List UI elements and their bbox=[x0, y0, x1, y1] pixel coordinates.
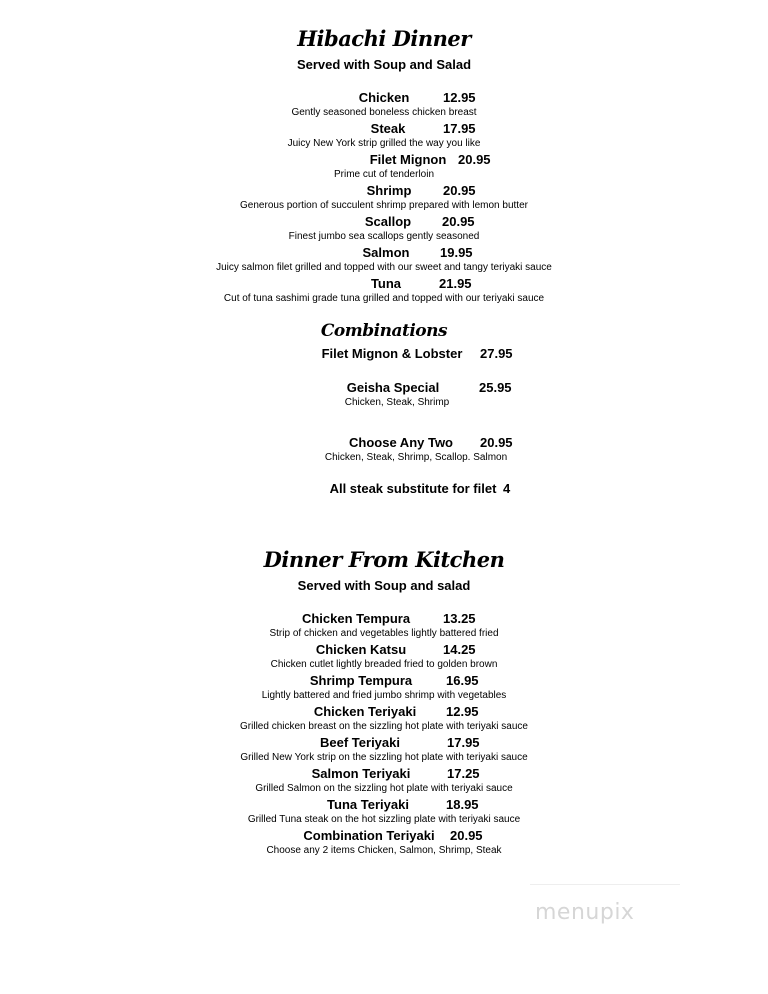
item-description: Prime cut of tenderloin bbox=[333, 169, 435, 180]
item-price: 13.25 bbox=[443, 611, 476, 626]
item-description: Juicy salmon filet grilled and topped with our sweet and tangy teriyaki sauce bbox=[216, 262, 552, 273]
item-price: 17.95 bbox=[443, 121, 476, 136]
menu-item bbox=[0, 828, 768, 844]
item-name: Salmon bbox=[362, 245, 410, 260]
item-price: 20.95 bbox=[458, 152, 491, 167]
item-description: Grilled New York strip on the sizzling hot plate with teriyaki sauce bbox=[240, 752, 528, 763]
menu-item bbox=[0, 481, 768, 497]
item-description: Generous portion of succulent shrimp prepared with lemon butter bbox=[240, 200, 528, 211]
item-name: Chicken Teriyaki bbox=[313, 704, 417, 719]
item-description: Grilled Salmon on the sizzling hot plate with teriyaki sauce bbox=[255, 783, 513, 794]
item-name: Chicken Katsu bbox=[315, 642, 407, 657]
item-description: Juicy New York strip grilled the way you like bbox=[287, 138, 481, 149]
item-price: 17.25 bbox=[447, 766, 480, 781]
menu-item bbox=[0, 276, 768, 292]
menu-item bbox=[0, 183, 768, 199]
item-price: 25.95 bbox=[479, 380, 512, 395]
item-description: Lightly battered and fried jumbo shrimp with vegetables bbox=[261, 690, 507, 701]
item-price: 14.25 bbox=[443, 642, 476, 657]
item-price: 17.95 bbox=[447, 735, 480, 750]
menu-item bbox=[0, 673, 768, 689]
item-name: Geisha Special bbox=[346, 380, 440, 395]
item-name: Tuna bbox=[370, 276, 402, 291]
menu-item bbox=[0, 704, 768, 720]
item-price: 12.95 bbox=[443, 90, 476, 105]
item-price: 20.95 bbox=[443, 183, 476, 198]
item-name: Shrimp bbox=[366, 183, 412, 198]
menu-item bbox=[0, 642, 768, 658]
item-name: Shrimp Tempura bbox=[309, 673, 413, 688]
menu-item bbox=[0, 797, 768, 813]
item-description: Chicken cutlet lightly breaded fried to golden brown bbox=[270, 659, 498, 670]
item-description: Choose any 2 items Chicken, Salmon, Shrimp, Steak bbox=[266, 845, 502, 856]
item-name: Scallop bbox=[364, 214, 412, 229]
item-description: Finest jumbo sea scallops gently seasoned bbox=[288, 231, 480, 242]
menu-item bbox=[0, 90, 768, 106]
menu-item bbox=[0, 245, 768, 261]
item-description: Grilled Tuna steak on the hot sizzling plate with teriyaki sauce bbox=[247, 814, 521, 825]
item-name: Combination Teriyaki bbox=[303, 828, 435, 843]
item-name: Choose Any Two bbox=[349, 435, 453, 450]
hibachi-title: Hibachi Dinner bbox=[297, 26, 471, 51]
menu-item bbox=[0, 435, 768, 451]
hibachi-subtitle: Served with Soup and Salad bbox=[296, 57, 472, 72]
item-description: Strip of chicken and vegetables lightly battered fried bbox=[269, 628, 499, 639]
item-description: Gently seasoned boneless chicken breast bbox=[291, 107, 477, 118]
item-name: Salmon Teriyaki bbox=[311, 766, 411, 781]
watermark-divider bbox=[530, 884, 680, 885]
item-price: 20.95 bbox=[480, 435, 513, 450]
item-price: 21.95 bbox=[439, 276, 472, 291]
item-name: Steak bbox=[370, 121, 406, 136]
item-name: Tuna Teriyaki bbox=[327, 797, 409, 812]
menu-item bbox=[0, 121, 768, 137]
menu-item bbox=[0, 214, 768, 230]
item-price: 20.95 bbox=[442, 214, 475, 229]
item-name: Beef Teriyaki bbox=[320, 735, 400, 750]
item-name: Filet Mignon & Lobster bbox=[321, 346, 463, 361]
menu-item bbox=[0, 735, 768, 751]
menupix-watermark: menupix bbox=[535, 900, 635, 925]
item-name: All steak substitute for filet bbox=[329, 481, 497, 496]
item-price: 20.95 bbox=[450, 828, 483, 843]
combinations-title: Combinations bbox=[320, 321, 448, 341]
item-price: 18.95 bbox=[446, 797, 479, 812]
menu-item bbox=[0, 380, 768, 396]
item-name: Chicken bbox=[358, 90, 410, 105]
item-name: Filet Mignon bbox=[369, 152, 447, 167]
kitchen-subtitle: Served with Soup and salad bbox=[297, 578, 471, 593]
menu-item bbox=[0, 766, 768, 782]
item-price: 27.95 bbox=[480, 346, 513, 361]
item-description: Chicken, Steak, Shrimp, Scallop. Salmon bbox=[324, 452, 508, 463]
item-description: Cut of tuna sashimi grade tuna grilled and topped with our teriyaki sauce bbox=[223, 293, 545, 304]
item-description: Chicken, Steak, Shrimp bbox=[344, 397, 450, 408]
menu-item bbox=[0, 611, 768, 627]
kitchen-title: Dinner From Kitchen bbox=[263, 547, 505, 572]
item-name: Chicken Tempura bbox=[301, 611, 411, 626]
item-description: Grilled chicken breast on the sizzling hot plate with teriyaki sauce bbox=[240, 721, 528, 732]
item-price: 16.95 bbox=[446, 673, 479, 688]
item-price: 4 bbox=[503, 481, 511, 496]
menu-item bbox=[0, 152, 768, 168]
item-price: 19.95 bbox=[440, 245, 473, 260]
menu-item bbox=[0, 346, 768, 362]
item-price: 12.95 bbox=[446, 704, 479, 719]
